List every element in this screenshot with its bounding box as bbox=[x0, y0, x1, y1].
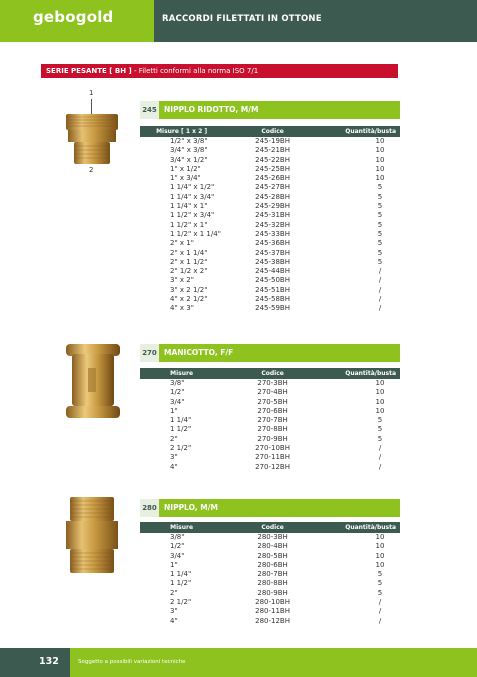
code-cell: 245-31BH bbox=[255, 211, 291, 220]
size-cell: 3" x 2" bbox=[170, 276, 194, 285]
code-cell: 280-12BH bbox=[255, 616, 291, 625]
size-cell: 3/4" x 3/8" bbox=[170, 146, 208, 155]
table-row bbox=[140, 304, 400, 313]
code-cell: 245-44BH bbox=[255, 267, 291, 276]
quantity-cell: / bbox=[378, 304, 382, 313]
quantity-cell: 5 bbox=[377, 570, 383, 579]
quantity-cell: 10 bbox=[375, 379, 385, 387]
section-header-280 bbox=[140, 499, 400, 517]
code-cell: 245-59BH bbox=[255, 304, 291, 313]
quantity-cell: 5 bbox=[377, 579, 383, 588]
code-cell: 280-7BH bbox=[257, 570, 288, 579]
spec-table-245 bbox=[140, 126, 400, 314]
code-cell: 245-28BH bbox=[255, 192, 291, 201]
size-cell: 1 1/2" bbox=[170, 579, 192, 588]
size-cell: 1/2" bbox=[170, 542, 185, 551]
table-row bbox=[140, 435, 400, 444]
size-cell: 2 1/2" bbox=[170, 444, 192, 453]
table-row bbox=[140, 137, 400, 146]
size-cell: 4" bbox=[170, 462, 178, 471]
section-title: NIPPLO, M/M bbox=[159, 499, 400, 517]
section-title: NIPPLO RIDOTTO, M/M bbox=[159, 101, 400, 119]
code-cell: 245-33BH bbox=[255, 229, 291, 238]
code-cell: 245-50BH bbox=[255, 276, 291, 285]
quantity-cell: / bbox=[378, 444, 382, 453]
size-cell: 2" x 1 1/2" bbox=[170, 257, 208, 266]
quantity-cell: 10 bbox=[375, 406, 385, 415]
table-row bbox=[140, 156, 400, 165]
code-cell: 245-29BH bbox=[255, 202, 291, 211]
series-description: - Filetti conformi alla norma ISO 7/1 bbox=[131, 67, 259, 75]
code-cell: 245-26BH bbox=[255, 174, 291, 183]
quantity-cell: 5 bbox=[377, 434, 383, 443]
section-code: 280 bbox=[140, 499, 159, 517]
code-cell: 245-22BH bbox=[255, 155, 291, 164]
quantity-header: Quantità/busta bbox=[322, 522, 400, 533]
size-cell: 4" x 2 1/2" bbox=[170, 295, 208, 304]
table-row bbox=[140, 249, 400, 258]
table-row bbox=[140, 607, 400, 616]
table-row bbox=[140, 425, 400, 434]
table-row bbox=[140, 230, 400, 239]
code-cell: 280-10BH bbox=[255, 598, 291, 607]
table-row bbox=[140, 267, 400, 276]
code-cell: 280-11BH bbox=[255, 607, 291, 616]
size-cell: 1 1/4" x 1/2" bbox=[170, 183, 215, 192]
code-cell: 270-11BH bbox=[255, 453, 291, 462]
page-footer bbox=[0, 648, 477, 677]
code-cell: 270-8BH bbox=[257, 425, 288, 434]
quantity-cell: 10 bbox=[375, 146, 385, 155]
table-row bbox=[140, 202, 400, 211]
logo-box bbox=[0, 0, 154, 42]
quantity-cell: / bbox=[378, 276, 382, 285]
coupling-image bbox=[62, 342, 124, 420]
size-cell: 1 1/4" x 1" bbox=[170, 202, 208, 211]
size-cell: 1" bbox=[170, 406, 178, 415]
reducing-nipple-image bbox=[62, 112, 122, 168]
quantity-cell: / bbox=[378, 285, 382, 294]
code-cell: 245-51BH bbox=[255, 285, 291, 294]
table-row bbox=[140, 589, 400, 598]
code-cell: 280-8BH bbox=[257, 579, 288, 588]
quantity-cell: 5 bbox=[377, 229, 383, 238]
table-row bbox=[140, 174, 400, 183]
code-cell: 270-3BH bbox=[257, 379, 288, 387]
code-cell: 270-5BH bbox=[257, 397, 288, 406]
code-cell: 245-21BH bbox=[255, 146, 291, 155]
table-row bbox=[140, 570, 400, 579]
code-cell: 270-12BH bbox=[255, 462, 291, 471]
table-row bbox=[140, 388, 400, 397]
size-header: Misure bbox=[140, 368, 223, 379]
table-row bbox=[140, 295, 400, 304]
series-label: SERIE PESANTE [ BH ] bbox=[46, 67, 132, 75]
code-cell: 245-27BH bbox=[255, 183, 291, 192]
size-cell: 2" x 1" bbox=[170, 239, 194, 248]
page-number: 132 bbox=[39, 656, 59, 667]
table-header-row bbox=[140, 368, 400, 379]
size-cell: 3/4" bbox=[170, 397, 185, 406]
quantity-cell: / bbox=[378, 616, 382, 625]
size-cell: 4" x 3" bbox=[170, 304, 194, 313]
code-cell: 280-5BH bbox=[257, 551, 288, 560]
quantity-cell: 10 bbox=[375, 164, 385, 173]
quantity-header: Quantità/busta bbox=[322, 126, 400, 137]
quantity-cell: 10 bbox=[375, 560, 385, 569]
code-cell: 245-19BH bbox=[255, 137, 291, 145]
quantity-cell: / bbox=[378, 598, 382, 607]
size-cell: 1" x 1/2" bbox=[170, 164, 201, 173]
size-cell: 1 1/2" x 3/4" bbox=[170, 211, 215, 220]
quantity-cell: 10 bbox=[375, 542, 385, 551]
size-cell: 2" 1/2 x 2" bbox=[170, 267, 208, 276]
size-cell: 1" x 3/4" bbox=[170, 174, 201, 183]
table-row bbox=[140, 453, 400, 462]
size-header: Misure bbox=[140, 522, 223, 533]
size-cell: 3/8" bbox=[170, 533, 185, 541]
quantity-cell: / bbox=[378, 267, 382, 276]
size-cell: 1 1/2" x 1" bbox=[170, 220, 208, 229]
section-code: 245 bbox=[140, 101, 159, 119]
code-cell: 280-4BH bbox=[257, 542, 288, 551]
table-row bbox=[140, 463, 400, 472]
code-header: Codice bbox=[223, 368, 322, 379]
quantity-header: Quantità/busta bbox=[322, 368, 400, 379]
table-row bbox=[140, 617, 400, 626]
size-cell: 3" bbox=[170, 607, 178, 616]
quantity-cell: 10 bbox=[375, 397, 385, 406]
footer-note: Soggetto a possibili variazioni tecniche bbox=[78, 659, 186, 665]
quantity-cell: 5 bbox=[377, 239, 383, 248]
table-row bbox=[140, 276, 400, 285]
series-banner bbox=[41, 64, 398, 78]
table-row bbox=[140, 407, 400, 416]
table-row bbox=[140, 561, 400, 570]
code-cell: 270-4BH bbox=[257, 388, 288, 397]
table-row bbox=[140, 398, 400, 407]
quantity-cell: 5 bbox=[377, 202, 383, 211]
table-row bbox=[140, 444, 400, 453]
code-cell: 280-9BH bbox=[257, 588, 288, 597]
table-row bbox=[140, 193, 400, 202]
size-cell: 2 1/2" bbox=[170, 598, 192, 607]
table-row bbox=[140, 286, 400, 295]
callout-1: 1 bbox=[89, 89, 94, 97]
callout-2: 2 bbox=[89, 166, 94, 174]
size-cell: 3" x 2 1/2" bbox=[170, 285, 208, 294]
size-cell: 1" bbox=[170, 560, 178, 569]
size-cell: 3" bbox=[170, 453, 178, 462]
size-cell: 1 1/4" bbox=[170, 570, 192, 579]
size-cell: 3/8" bbox=[170, 379, 185, 387]
quantity-cell: 5 bbox=[377, 588, 383, 597]
code-cell: 245-58BH bbox=[255, 295, 291, 304]
quantity-cell: / bbox=[378, 453, 382, 462]
table-row bbox=[140, 552, 400, 561]
table-row bbox=[140, 542, 400, 551]
section-header-270 bbox=[140, 344, 400, 362]
code-cell: 280-6BH bbox=[257, 560, 288, 569]
code-cell: 270-6BH bbox=[257, 406, 288, 415]
table-row bbox=[140, 239, 400, 248]
code-cell: 270-9BH bbox=[257, 434, 288, 443]
quantity-cell: 5 bbox=[377, 220, 383, 229]
quantity-cell: 5 bbox=[377, 416, 383, 425]
section-header-245 bbox=[140, 101, 400, 119]
code-cell: 245-38BH bbox=[255, 257, 291, 266]
quantity-cell: 5 bbox=[377, 248, 383, 257]
size-cell: 1/2" x 3/8" bbox=[170, 137, 208, 145]
table-header-row bbox=[140, 126, 400, 137]
table-row bbox=[140, 379, 400, 388]
quantity-cell: 10 bbox=[375, 388, 385, 397]
size-cell: 1 1/4" x 3/4" bbox=[170, 192, 215, 201]
quantity-cell: 10 bbox=[375, 533, 385, 541]
spec-table-280 bbox=[140, 522, 400, 626]
size-header: Misure [ 1 x 2 ] bbox=[140, 126, 223, 137]
size-cell: 4" bbox=[170, 616, 178, 625]
size-cell: 2" bbox=[170, 588, 178, 597]
code-cell: 245-32BH bbox=[255, 220, 291, 229]
size-cell: 1 1/2" x 1 1/4" bbox=[170, 229, 221, 238]
code-cell: 245-36BH bbox=[255, 239, 291, 248]
quantity-cell: 10 bbox=[375, 551, 385, 560]
table-row bbox=[140, 221, 400, 230]
nipple-image bbox=[62, 495, 122, 575]
page-number-box bbox=[0, 648, 70, 677]
table-row bbox=[140, 416, 400, 425]
brand-logo: gebogold bbox=[33, 8, 114, 26]
quantity-cell: / bbox=[378, 295, 382, 304]
table-row bbox=[140, 533, 400, 542]
quantity-cell: 5 bbox=[377, 257, 383, 266]
quantity-cell: 10 bbox=[375, 174, 385, 183]
table-row bbox=[140, 146, 400, 155]
code-header: Codice bbox=[223, 522, 322, 533]
size-cell: 3/4" bbox=[170, 551, 185, 560]
catalog-section-title: RACCORDI FILETTATI IN OTTONE bbox=[162, 14, 322, 24]
table-row bbox=[140, 598, 400, 607]
code-cell: 245-37BH bbox=[255, 248, 291, 257]
section-title: MANICOTTO, F/F bbox=[159, 344, 400, 362]
quantity-cell: / bbox=[378, 607, 382, 616]
table-row bbox=[140, 211, 400, 220]
code-header: Codice bbox=[223, 126, 322, 137]
quantity-cell: / bbox=[378, 462, 382, 471]
quantity-cell: 10 bbox=[375, 155, 385, 164]
size-cell: 2" bbox=[170, 434, 178, 443]
quantity-cell: 10 bbox=[375, 137, 385, 145]
size-cell: 1 1/2" bbox=[170, 425, 192, 434]
table-row bbox=[140, 165, 400, 174]
size-cell: 2" x 1 1/4" bbox=[170, 248, 208, 257]
spec-table-270 bbox=[140, 368, 400, 472]
quantity-cell: 5 bbox=[377, 192, 383, 201]
size-cell: 3/4" x 1/2" bbox=[170, 155, 208, 164]
size-cell: 1 1/4" bbox=[170, 416, 192, 425]
page-header bbox=[0, 0, 477, 42]
code-cell: 280-3BH bbox=[257, 533, 288, 541]
table-row bbox=[140, 258, 400, 267]
code-cell: 245-25BH bbox=[255, 164, 291, 173]
quantity-cell: 5 bbox=[377, 211, 383, 220]
size-cell: 1/2" bbox=[170, 388, 185, 397]
code-cell: 270-10BH bbox=[255, 444, 291, 453]
table-row bbox=[140, 579, 400, 588]
table-header-row bbox=[140, 522, 400, 533]
quantity-cell: 5 bbox=[377, 425, 383, 434]
code-cell: 270-7BH bbox=[257, 416, 288, 425]
section-code: 270 bbox=[140, 344, 159, 362]
table-row bbox=[140, 183, 400, 192]
quantity-cell: 5 bbox=[377, 183, 383, 192]
